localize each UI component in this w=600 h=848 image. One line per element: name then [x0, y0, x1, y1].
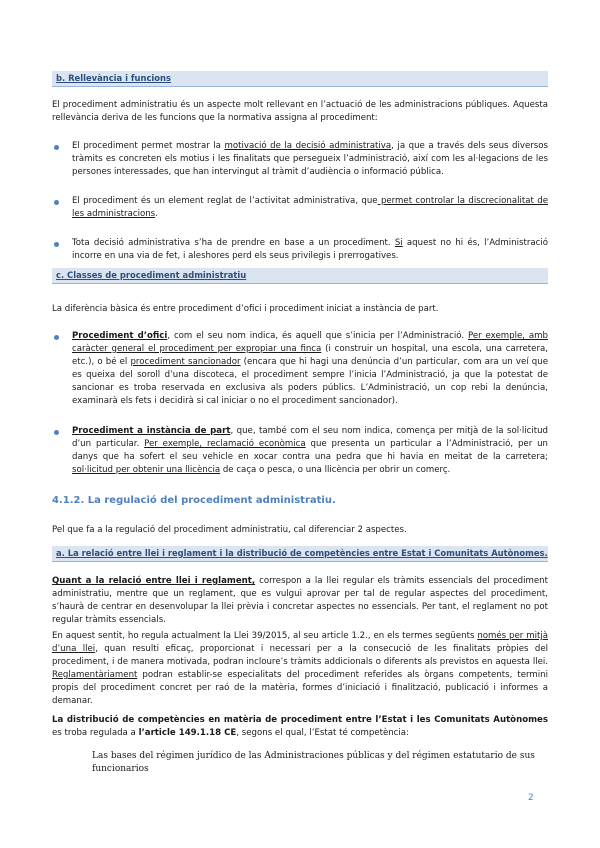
legal-quote: Las bases del régimen jurídico de las Administraciones públicas y del régimen estatutario de sus funcionarios	[92, 751, 535, 774]
section-a-paragraph-2: En aquest sentit, ho regula actualment la Llei 39/2015, al seu article 1.2., en els termes següents només per mitjà d’una llei, quan resulti eficaç, proporcionat i necessari per a la consecució de les finalitats pròpies del procediment, i de manera motivada, podran incloure’s tràmits addicionals o diferents als previstos en aquesta llei. Reglamentàriament podran establir-se especialitats del procediment referides als òrgans competents, termini propis del procediment concret per raó de la matèria, formes d’iniciació i finalització, publicació i informes a demanar.	[52, 631, 549, 706]
section-b-intro: El procediment administratiu és un aspecte molt rellevant en l’actuació de les administracions públiques. Aquesta rellevància deriva de les funcions que la normativa assigna al procediment:	[52, 100, 548, 123]
bullet-dot	[54, 335, 59, 340]
section-4-1-2-intro: Pel que fa a la regulació del procediment administratiu, cal diferenciar 2 aspectes.	[52, 525, 407, 535]
section-a-header	[52, 546, 548, 562]
page-number: 2	[528, 793, 534, 803]
section-a-title: a. La relació entre llei i reglament i la distribució de competències entre Estat i Comunitats Autònomes.	[56, 548, 548, 558]
bullet-dot	[54, 200, 59, 205]
section-b-header	[52, 71, 548, 87]
bullet-dot	[54, 242, 59, 247]
section-c-bullet-1: Procediment d’ofici, com el seu nom indica, és aquell que s’inicia per l’Administració. Per exemple, amb caràcter general el procediment per expropiar una finca (i construir un hospital, una escola, una carretera, etc.), o bé el procediment sancionador (encara que hi hagi una denúncia d’un particular, com ara un veí que es queixa del soroll d’una discoteca, el procediment sempre l’inicia l’Administració, ja que la potestat de sancionar es troba reservada en exclusiva als poders públics. L’Administració, un cop rebi la denúncia, examinarà els fets i decidirà si cal iniciar o no el procediment sancionador).	[72, 331, 548, 406]
section-c-header	[52, 268, 548, 284]
section-a-paragraph-1: Quant a la relació entre llei i reglament, correspon a la llei regular els tràmits essencials del procediment administratiu, mentre que un reglament, que es vulgui aprovar per tal de regular aspectes del procediment, s’haurà de centrar en desenvolupar la llei prèvia i concretar aspectes no essencials. Per tant, el reglament no pot regular tràmits essencials.	[52, 576, 548, 625]
bullet-dot	[54, 430, 59, 435]
section-b-title: b. Rellevància i funcions	[56, 73, 172, 83]
bullet-dot	[54, 145, 59, 150]
section-c-title: c. Classes de procediment administratiu	[56, 270, 247, 280]
section-b-bullet-3: Tota decisió administrativa s’ha de prendre en base a un procediment. Si aquest no hi és, l’Administració incorre en una via de fet, i aleshores perd els seus privilegis i prerrogatives.	[72, 238, 548, 261]
section-a-paragraph-3: La distribució de competències en matèria de procediment entre l’Estat i les Comunitats Autònomes es troba regulada a l’article 149.1.18 CE, segons el qual, l’Estat té competència:	[52, 715, 548, 738]
section-b-bullet-2: El procediment és un element reglat de l’activitat administrativa, que permet controlar la discrecionalitat de les administracions.	[72, 196, 548, 219]
section-4-1-2-heading: 4.1.2. La regulació del procediment administratiu.	[52, 495, 336, 506]
section-c-bullet-2: Procediment a instància de part, que, també com el seu nom indica, comença per mitjà de la sol·licitud d’un particular. Per exemple, reclamació econòmica que presenta un particular a l’Administració, per un danys que ha sofert el seu vehicle en xocar contra una pedra que hi havia en meitat de la carretera; sol·licitud per obtenir una llicència de caça o pesca, o una llicència per obrir un comerç.	[72, 426, 548, 475]
section-b-bullet-1: El procediment permet mostrar la motivació de la decisió administrativa, ja que a través dels seus diversos tràmits es concreten els motius i les finalitats que persegueix l’administració, així com les al·legacions de les persones interessades, que han intervingut al tràmit d’audiència o informació pública.	[72, 141, 549, 177]
section-c-intro: La diferència bàsica és entre procediment d’ofici i procediment iniciat a instància de part.	[52, 304, 439, 314]
